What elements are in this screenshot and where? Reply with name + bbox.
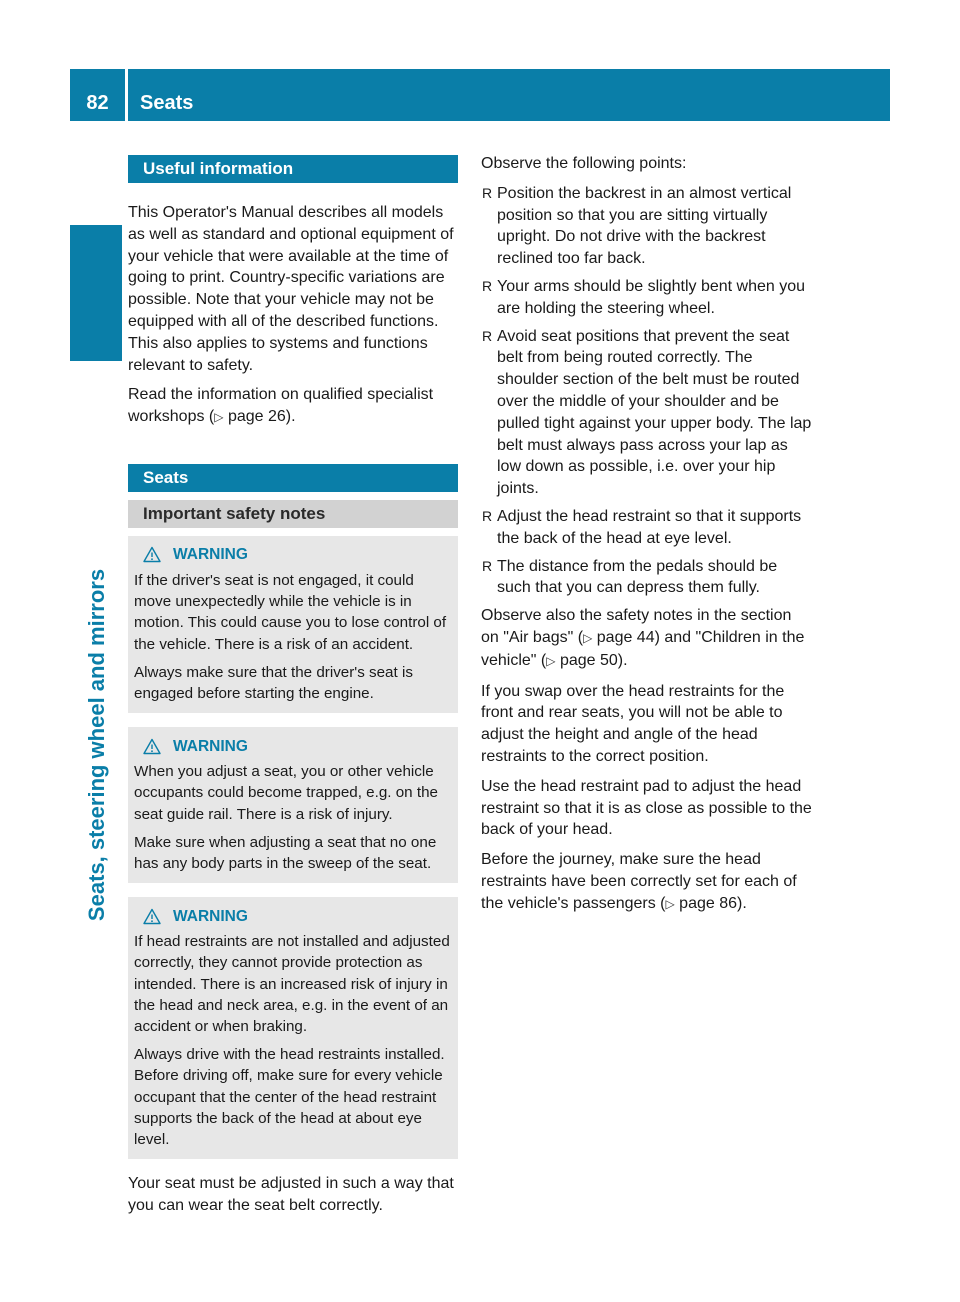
useful-info-paragraph: This Operator's Manual describes all models as well as standard and optional equipment of your vehicle that were available at the time of going to print. Country-specific variations are possible. Note that your vehicle may not be equipped with all of the described functions. This also applies to systems and functions relevant to safety.	[128, 204, 454, 374]
page-ref-arrow-icon: ▷	[583, 630, 593, 645]
warning-header	[134, 735, 450, 757]
warning-text: If the driver's seat is not engaged, it could move unexpectedly while the vehicle is in motion. This could cause you to lose control of the vehicle. There is a risk of an accident.	[134, 571, 447, 653]
right-column	[481, 153, 813, 924]
warning-text: If head restraints are not installed and adjusted correctly, they cannot provide protection as intended. There is an increased risk of injury in the head and neck area, e.g. in the event of an accident or when braking.	[134, 933, 450, 1036]
warning-triangle-icon	[143, 546, 161, 563]
journey-paragraph	[481, 849, 813, 915]
workshops-text-end: ).	[285, 408, 296, 426]
warning-header	[134, 544, 450, 566]
page-reference-link[interactable]: page 50	[559, 651, 618, 669]
warning-header	[134, 905, 450, 927]
warning-box	[128, 897, 458, 1159]
page-number: 82	[86, 92, 109, 114]
warning-triangle-icon	[143, 738, 161, 755]
seat-position-list	[481, 183, 813, 599]
restraint-pad-paragraph: Use the head restraint pad to adjust the head restraint so that it is as close as possible to the back of your head.	[481, 777, 812, 839]
side-tab-marker	[70, 225, 122, 361]
points-intro: Observe the following points:	[481, 155, 687, 172]
header-divider	[125, 69, 128, 121]
list-item: R Avoid seat positions that prevent the seat belt from being routed correctly. The shoulder section of the belt must be routed over the middle of your shoulder and be pulled tight against your upper body. The lap belt must always pass across your lap as low down as possible, i.e. over your hip joints.	[481, 326, 813, 500]
warning-title: WARNING	[173, 737, 248, 755]
page-title: Seats	[140, 92, 194, 114]
list-item: R The distance from the pedals should be such that you can depress them fully.	[481, 556, 813, 600]
side-tab-label: Seats, steering wheel and mirrors	[84, 568, 109, 922]
workshops-text: Read the information on qualified specialist workshops (	[128, 386, 434, 426]
warning-title: WARNING	[173, 546, 248, 564]
airbags-text-end: ).	[617, 651, 628, 669]
list-item: R Position the backrest in an almost vertical position so that you are sitting virtually upright. Do not drive with the backrest reclined too far back.	[481, 183, 813, 270]
page-ref-arrow-icon: ▷	[214, 410, 224, 425]
warning-instruction: Always drive with the head restraints installed. Before driving off, make sure for every vehicle occupant that the center of the head restraint supports the back of the head at about eye level.	[134, 1046, 445, 1149]
page-reference-link[interactable]: page 86	[679, 894, 738, 912]
journey-text: Before the journey, make sure the head restraints have been correctly set for each of the vehicle's passengers (	[481, 851, 797, 912]
left-column	[128, 155, 458, 1225]
warning-triangle-icon	[143, 908, 161, 925]
airbags-paragraph	[481, 605, 813, 672]
safety-notes-heading: Important safety notes	[128, 500, 458, 528]
airbags-text-middle: ) and "Children in the vehicle" (	[481, 628, 805, 669]
warning-box	[128, 536, 458, 713]
page-reference-link[interactable]: page 26	[227, 408, 286, 426]
warning-text: When you adjust a seat, you or other vehicle occupants could become trapped, e.g. on the seat guide rail. There is a risk of injury.	[134, 763, 438, 823]
page-ref-arrow-icon: ▷	[665, 896, 675, 911]
warning-title: WARNING	[173, 907, 248, 925]
list-item: R Adjust the head restraint so that it supports the back of the head at eye level.	[481, 506, 813, 550]
list-item: R Your arms should be slightly bent when you are holding the steering wheel.	[481, 276, 813, 320]
swap-restraints-paragraph: If you swap over the head restraints for the front and rear seats, you will not be able to adjust the height and angle of the head restraints to the correct position.	[481, 682, 785, 765]
workshops-paragraph	[128, 384, 458, 429]
journey-text-end: ).	[737, 894, 747, 912]
page-ref-arrow-icon: ▷	[546, 653, 556, 668]
airbags-text: Observe also the safety notes in the section on "Air bags" (	[481, 607, 792, 646]
warning-box	[128, 727, 458, 883]
useful-information-heading: Useful information	[128, 155, 458, 183]
page-reference-link[interactable]: page 44	[596, 628, 655, 646]
warning-instruction: Always make sure that the driver's seat is engaged before starting the engine.	[134, 663, 413, 702]
warning-instruction: Make sure when adjusting a seat that no one has any body parts in the sweep of the seat.	[134, 833, 437, 872]
seat-belt-paragraph: Your seat must be adjusted in such a way that you can wear the seat belt correctly.	[128, 1175, 454, 1215]
seats-section-heading: Seats	[128, 464, 458, 492]
